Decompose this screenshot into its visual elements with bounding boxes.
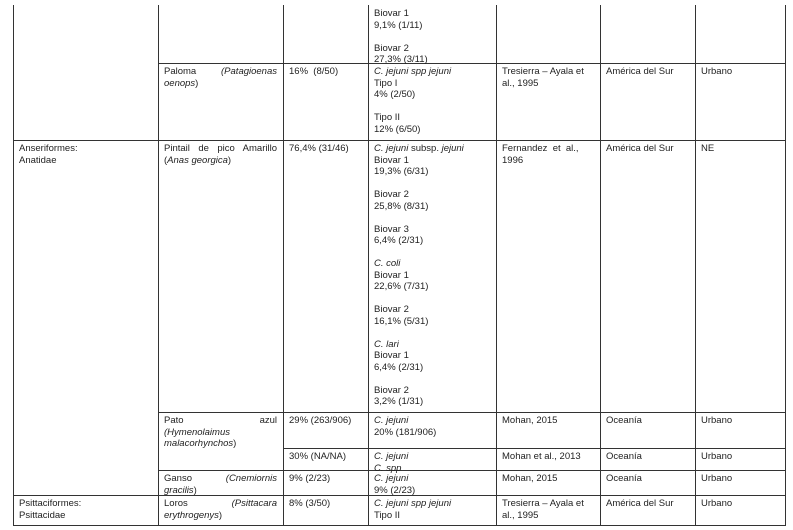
cell-region: América del Sur — [606, 143, 674, 154]
cell-species — [164, 498, 277, 521]
cell-prevalence: 9% (2/23) — [289, 473, 331, 484]
species-line — [164, 78, 277, 90]
result-line: 9% (2/23) — [374, 484, 416, 496]
cell-environment: Urbano — [701, 451, 733, 462]
data-table — [13, 5, 785, 525]
cell-result — [374, 66, 490, 135]
table-rule-horizontal — [13, 140, 786, 141]
order-line: Anatidae — [19, 154, 57, 166]
table-rule-vertical — [283, 5, 284, 525]
cell-order — [19, 498, 152, 521]
result-line: 6,4% (2/31) — [374, 361, 424, 373]
table-rule-horizontal — [158, 412, 786, 413]
species-line — [164, 510, 277, 522]
cell-region: Oceanía — [606, 451, 642, 462]
result-line: C. jejuni — [374, 451, 409, 462]
species-word: (Cnemiornis — [225, 473, 277, 484]
species-word: ) — [195, 77, 199, 89]
table-rule-vertical — [785, 5, 786, 525]
order-line: Psittaciformes: — [19, 498, 82, 509]
result-line: Tipo II — [374, 509, 401, 521]
species-word: (Patagioenas — [221, 66, 277, 77]
cell-species — [164, 143, 277, 166]
cell-region: Oceanía — [606, 473, 642, 484]
result-line: Biovar 1 — [374, 154, 409, 166]
cell-reference — [502, 473, 594, 485]
table-rule-horizontal — [13, 525, 786, 526]
species-word: ) — [233, 438, 237, 449]
species-line — [164, 427, 277, 439]
result-line: Biovar 2 — [374, 189, 409, 200]
result-line — [374, 178, 490, 190]
result-line: Tipo II — [374, 112, 401, 123]
table-rule-vertical — [695, 5, 696, 525]
cell-prevalence: 29% (263/906) — [289, 415, 352, 426]
result-line: Tipo I — [374, 77, 398, 89]
cell-result — [374, 473, 490, 496]
table-rule-vertical — [13, 5, 14, 525]
result-line: 4% (2/50) — [374, 89, 416, 100]
table-rule-vertical — [158, 5, 159, 525]
reference-line: al., 1995 — [502, 509, 539, 521]
cell-reference — [502, 498, 594, 521]
result-line: C. coli — [374, 258, 401, 269]
result-line — [374, 293, 490, 305]
table-rule-vertical — [600, 5, 601, 525]
cell-species — [164, 415, 277, 450]
result-line: 19,3% (6/31) — [374, 166, 429, 177]
result-line: 16,1% (5/31) — [374, 315, 429, 327]
result-line: C. jejuni spp jejuni — [374, 66, 452, 77]
table-rule-vertical — [496, 5, 497, 525]
species-word: ) — [218, 509, 223, 521]
reference-line: Mohan, 2015 — [502, 473, 558, 484]
result-line: C. lari — [374, 338, 399, 350]
species-word: malacorhynchos — [164, 438, 234, 449]
result-line: C. jejuni spp jejuni — [374, 498, 452, 509]
species-word: (Hymenolaimus — [164, 426, 230, 438]
order-line: Anseriformes: — [19, 143, 78, 154]
result-line: 12% (6/50) — [374, 123, 421, 135]
result-line: 25,8% (8/31) — [374, 200, 429, 212]
species-line — [164, 66, 277, 78]
result-line: 22,6% (7/31) — [374, 281, 429, 292]
reference-line: 1996 — [502, 154, 524, 166]
species-word: Paloma — [164, 66, 197, 77]
cell-species — [164, 66, 277, 89]
reference-line: Mohan et al., 2013 — [502, 451, 581, 462]
result-line: Biovar 2 — [374, 304, 409, 315]
result-line: 27,3% (3/11) — [374, 54, 428, 65]
cell-prevalence: 76,4% (31/46) — [289, 143, 349, 154]
result-line: Biovar 1 — [374, 350, 409, 361]
reference-line: Tresierra – Ayala et — [502, 66, 584, 77]
cell-result — [374, 143, 490, 408]
cell-result — [374, 415, 490, 438]
result-line: Biovar 3 — [374, 223, 409, 235]
species-line — [164, 415, 277, 427]
species-word: azul — [259, 415, 277, 426]
species-line — [164, 143, 277, 155]
cell-environment: Urbano — [701, 415, 733, 426]
cell-region: América del Sur — [606, 66, 674, 77]
table-rule-horizontal — [283, 448, 786, 449]
cell-environment: Urbano — [701, 66, 733, 77]
species-word: Anas georgica — [167, 154, 228, 166]
reference-line: Tresierra – Ayala et — [502, 498, 584, 509]
result-line — [374, 373, 490, 385]
cell-prevalence: 30% (NA/NA) — [289, 451, 347, 462]
result-line: C. spp — [374, 462, 402, 474]
result-line: Biovar 2 — [374, 384, 409, 396]
species-word: Loros — [164, 498, 188, 509]
result-line: Biovar 1 — [374, 8, 409, 19]
result-line: C. jejuni subsp. jejuni — [374, 143, 464, 154]
result-line: C. jejuni — [374, 473, 409, 484]
result-line — [374, 247, 490, 259]
cell-result — [374, 498, 490, 521]
cell-region: Oceanía — [606, 415, 642, 426]
species-word: gracilis — [164, 484, 194, 496]
result-line: 6,4% (2/31) — [374, 235, 424, 246]
result-line: C. jejuni — [374, 415, 409, 426]
cell-environment: NE — [701, 143, 715, 154]
species-word: Pato — [164, 415, 184, 426]
species-line — [164, 155, 277, 167]
result-line: Biovar 1 — [374, 269, 409, 281]
table-rule-vertical — [368, 5, 369, 525]
cell-reference — [502, 415, 594, 427]
result-line — [374, 31, 490, 43]
species-line — [164, 498, 277, 510]
cell-region: América del Sur — [606, 498, 674, 509]
cell-result — [374, 451, 490, 474]
reference-line: Fernandez et al., — [502, 143, 579, 154]
cell-environment: Urbano — [701, 498, 733, 509]
cell-environment: Urbano — [701, 473, 733, 484]
result-line: 3,2% (1/31) — [374, 396, 424, 407]
result-line: 20% (181/906) — [374, 426, 437, 438]
reference-line: al., 1995 — [502, 77, 539, 89]
result-line — [374, 327, 490, 339]
cell-reference — [502, 143, 594, 166]
species-word: ) — [193, 484, 197, 496]
species-line — [164, 485, 277, 497]
order-line: Psittacidae — [19, 509, 66, 521]
species-line — [164, 438, 277, 450]
result-line: Biovar 2 — [374, 42, 409, 54]
reference-line: Mohan, 2015 — [502, 415, 558, 426]
cell-species — [164, 473, 277, 496]
cell-reference — [502, 66, 594, 89]
cell-reference — [502, 451, 594, 463]
species-word: Pintail de pico Amarillo — [164, 143, 277, 154]
cell-result — [374, 8, 490, 66]
species-word: erythrogenys — [164, 509, 219, 521]
result-line — [374, 101, 490, 113]
species-word: oenops — [164, 77, 196, 89]
species-word: (Psittacara — [231, 498, 277, 509]
species-line — [164, 473, 277, 485]
cell-order — [19, 143, 152, 166]
result-line — [374, 212, 490, 224]
cell-prevalence: 16% (8/50) — [289, 66, 339, 77]
species-word: ( — [164, 154, 168, 166]
cell-prevalence: 8% (3/50) — [289, 498, 331, 509]
species-word: ) — [227, 154, 232, 166]
result-line: 9,1% (1/11) — [374, 19, 423, 31]
species-word: Ganso — [164, 473, 192, 484]
